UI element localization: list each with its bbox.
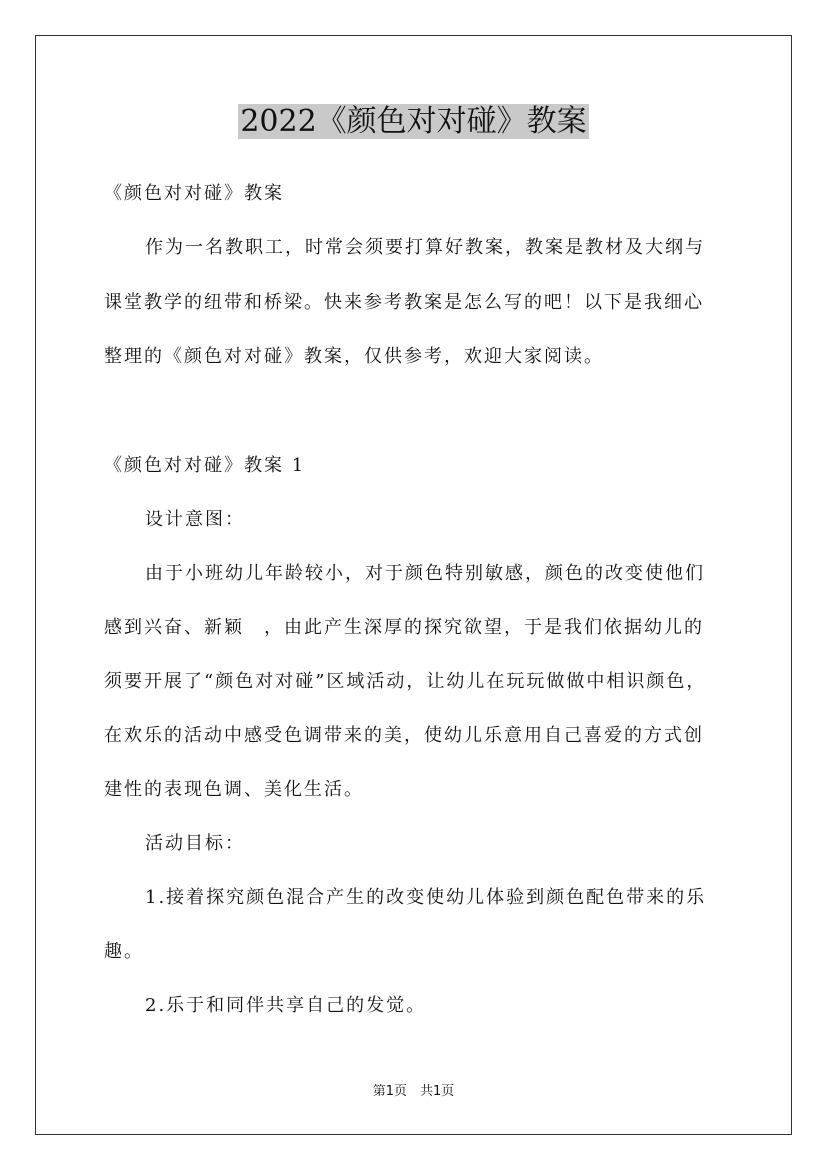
intro-line-3: 整理的《颜色对对碰》教案，仅供参考，欢迎大家阅读。 [104, 346, 604, 367]
document-title-text: 2022《颜色对对碰》教案 [240, 104, 587, 139]
design-line-5: 建性的表现色调、美化生活。 [104, 779, 364, 800]
section-heading: 《颜色对对碰》教案 1 [104, 455, 306, 476]
intro-line-1: 作为一名教职工，时常会须要打算好教案，教案是教材及大纲与 [145, 237, 705, 258]
intro-line-2: 课堂教学的纽带和桥梁。快来参考教案是怎么写的吧！以下是我细心 [104, 292, 704, 313]
design-line-1: 由于小班幼儿年龄较小，对于颜色特别敏感，颜色的改变使他们 [145, 563, 705, 584]
goal-1-line-1: 1.接着探究颜色混合产生的改变使幼儿体验到颜色配色带来的乐 [145, 887, 707, 908]
design-line-3: 须要开展了“颜色对对碰”区域活动，让幼儿在玩玩做做中相识颜色， [104, 671, 707, 692]
design-label: 设计意图： [145, 509, 245, 530]
goals-label: 活动目标： [145, 833, 245, 854]
goal-1-line-2: 趣。 [104, 941, 144, 962]
page-footer: 第1页 共1页 [372, 1084, 455, 1099]
design-line-2: 感到兴奋、新颖 ，由此产生深厚的探究欲望，于是我们依据幼儿的 [104, 617, 704, 638]
document-title [0, 100, 827, 144]
goal-2: 2.乐于和同伴共享自己的发觉。 [145, 995, 427, 1016]
document-subtitle: 《颜色对对碰》教案 [104, 183, 284, 204]
design-line-4: 在欢乐的活动中感受色调带来的美，使幼儿乐意用自己喜爱的方式创 [104, 725, 704, 746]
